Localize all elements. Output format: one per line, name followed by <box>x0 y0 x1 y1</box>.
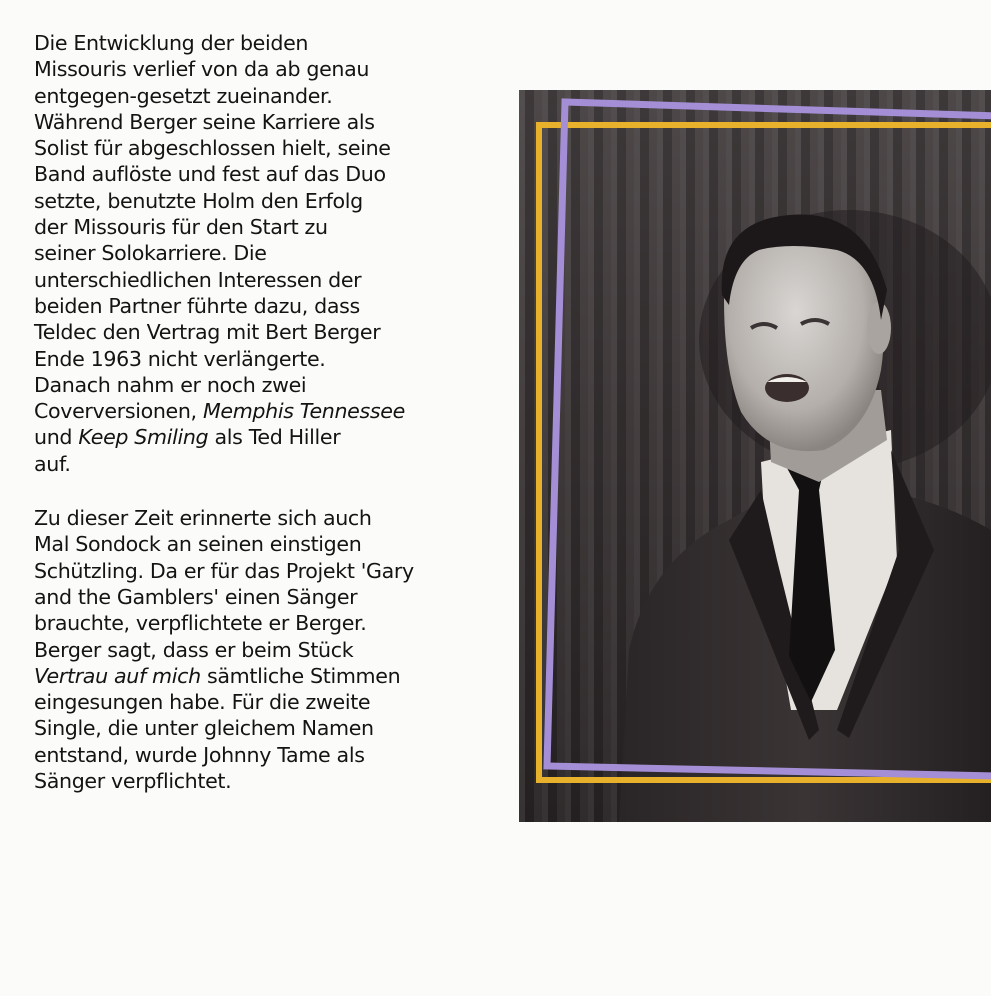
text-line <box>34 637 504 663</box>
text-line <box>34 188 504 214</box>
text-line <box>34 742 504 768</box>
text-line <box>34 424 504 450</box>
italic-title: Keep Smiling <box>78 425 209 450</box>
text-line <box>34 372 504 398</box>
text-line <box>34 56 504 82</box>
ear <box>867 302 891 354</box>
text-line <box>34 663 504 689</box>
text-line <box>34 398 504 424</box>
text-line <box>34 319 504 345</box>
text-segment: unterschiedlichen Interessen der <box>34 267 362 292</box>
text-line <box>34 768 504 794</box>
italic-title: Memphis Tennessee <box>202 399 405 424</box>
text-segment: Single, die unter gleichem Namen <box>34 716 374 741</box>
text-line <box>34 240 504 266</box>
text-line <box>34 161 504 187</box>
text-line <box>34 83 504 109</box>
text-segment: entgegen-gesetzt zueinander. <box>34 83 333 108</box>
text-segment: setzte, benutzte Holm den Erfolg <box>34 188 363 213</box>
portrait-photo <box>519 90 991 822</box>
text-segment: eingesungen habe. Für die zweite <box>34 690 371 715</box>
text-line <box>34 109 504 135</box>
text-line <box>34 30 504 56</box>
text-segment: auf. <box>34 451 71 476</box>
text-line <box>34 214 504 240</box>
text-line <box>34 293 504 319</box>
text-segment: Solist für abgeschlossen hielt, seine <box>34 136 391 161</box>
paragraph-1 <box>34 30 504 477</box>
text-segment: Coverversionen, <box>34 399 203 424</box>
text-segment: and the Gamblers' einen Sänger <box>34 584 358 609</box>
text-line <box>34 451 504 477</box>
text-segment: beiden Partner führte dazu, dass <box>34 293 360 318</box>
text-segment: Die Entwicklung der beiden <box>34 31 309 55</box>
text-line <box>34 505 504 531</box>
text-segment: Mal Sondock an seinen einstigen <box>34 532 362 557</box>
text-segment: Teldec den Vertrag mit Bert Berger <box>34 320 381 345</box>
text-line <box>34 531 504 557</box>
italic-title: Vertrau auf mich <box>34 663 201 688</box>
text-line <box>34 610 504 636</box>
text-line <box>34 346 504 372</box>
text-line <box>34 689 504 715</box>
text-segment: Danach nahm er noch zwei <box>34 372 307 397</box>
text-segment: der Missouris für den Start zu <box>34 215 328 240</box>
text-segment: und <box>34 425 79 450</box>
text-segment: Ende 1963 nicht verlängerte. <box>34 346 326 371</box>
text-segment: entstand, wurde Johnny Tame als <box>34 742 365 767</box>
text-segment: Berger sagt, dass er beim Stück <box>34 637 354 662</box>
portrait-illustration <box>519 90 991 822</box>
text-line <box>34 715 504 741</box>
text-line <box>34 135 504 161</box>
text-segment: Band auflöste und fest auf das Duo <box>34 162 386 187</box>
text-segment: Sänger verpflichtet. <box>34 769 232 794</box>
text-segment: als Ted Hiller <box>208 425 341 450</box>
article-text <box>34 30 504 794</box>
text-segment: sämtliche Stimmen <box>200 663 401 688</box>
text-segment: Zu dieser Zeit erinnerte sich auch <box>34 506 372 531</box>
text-segment: Missouris verlief von da ab genau <box>34 57 370 82</box>
text-segment: seiner Solokarriere. Die <box>34 241 267 266</box>
paragraph-2 <box>34 505 504 794</box>
text-line <box>34 584 504 610</box>
text-segment: Während Berger seine Karriere als <box>34 109 375 134</box>
text-segment: Schützling. Da er für das Projekt 'Gary <box>34 558 414 583</box>
text-line <box>34 267 504 293</box>
text-segment: brauchte, verpflichtete er Berger. <box>34 611 367 636</box>
text-line <box>34 558 504 584</box>
